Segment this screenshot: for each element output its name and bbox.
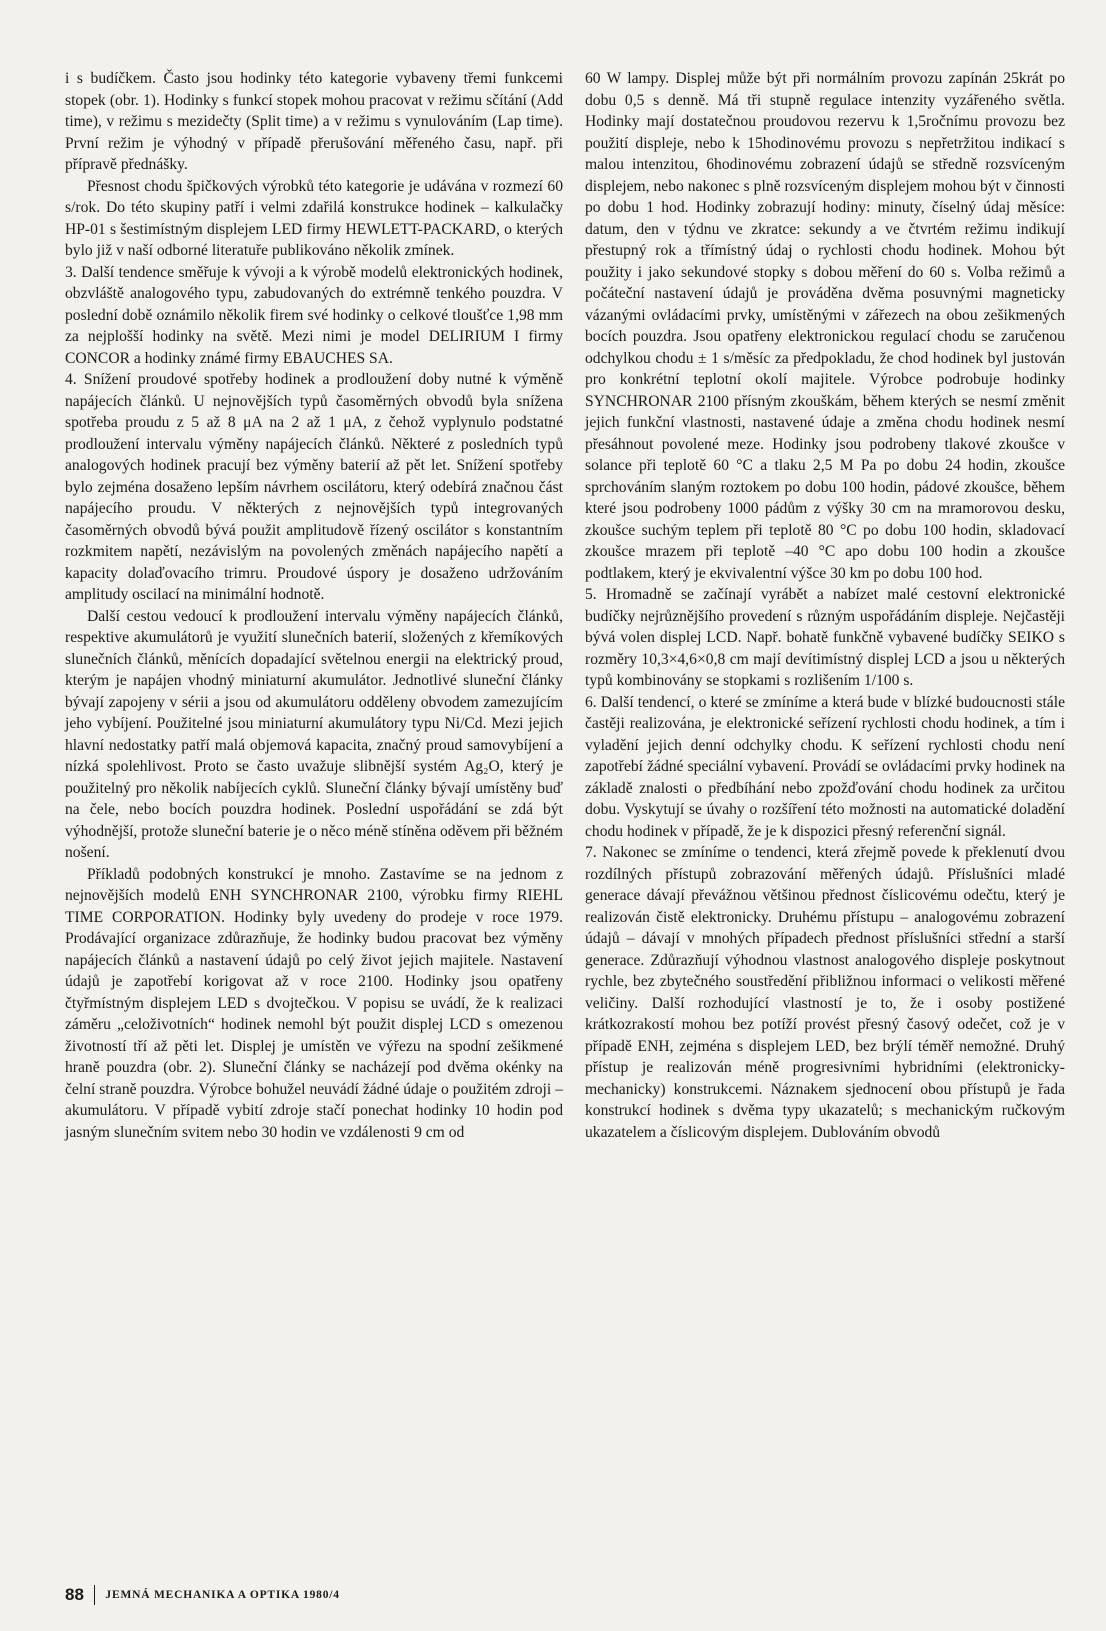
paragraph: 60 W lampy. Displej může být při normálním provozu zapínán 25krát po dobu 0,5 s denně. Má tři stupně regulace intenzity vyzářeného světla. Hodinky mají dostatečnou proudovou rezervu k 1,5ročnímu provozu bez použití displeje, nebo k 15hodinovému provozu s nepřetržitou indikací s malou intenzitou, 6hodinovému zobrazení údajů se středně rozsvíceným displejem, nebo nakonec s plně rozsvíceným displejem mohou být v činnosti po dobu 1 hod. Hodinky zobrazují hodiny: minuty, číselný údaj měsíce: datum, den v týdnu ve zkratce: sekundy a ve čtvrtém režimu indikují přestupný rok a třímístný údaj o rychlosti chodu hodinek. Mohou být použity i jako sekundové stopky s dobou měření do 60 s. Volba režimů a počáteční nastavení údajů je prováděna dvěma posuvnými magneticky vázanými ovládacími prvky, umístěnými v zářezech na obou zešikmených bocích pouzdra. Jsou opatřeny elektronickou regulací chodu se zaručenou odchylkou chodu ± 1 s/měsíc za předpokladu, že chod hodinek byl justován pro konkrétní teplotní okolí majitele. Výrobce podrobuje hodinky SYNCHRONAR 2100 přísným zkouškám, během kterých se nesmí změnit jejich funkční vlastnosti, nastavené údaje a změna chodu hodinek nesmí přesáhnout povolené meze. Hodinky jsou podrobeny tlakové zkoušce v solance při teplotě 60 °C a tlaku 2,5 M Pa po dobu 24 hodin, zkoušce sprchováním slaným roztokem po dobu 100 hodin, pádové zkoušce, během které jsou podrobeny 1000 pádům z výšky 30 cm na mramorovou desku, zkoušce suchým teplem při teplotě 80 °C po dobu 100 hodin, skladovací zkoušce mrazem při teplotě –40 °C apo dobu 100 hodin a zkoušce podtlakem, který je ekvivalentní výšce 30 km po dobu 100 hod. — [585, 70, 1065, 582]
journal-title: JEMNÁ MECHANIKA A OPTIKA 1980/4 — [105, 1589, 340, 1601]
paragraph: 3. Další tendence směřuje k vývoji a k výrobě modelů elektronických hodinek, obzvláště analogového typu, zabudovaných do extrémně tenkého pouzdra. V poslední době oznámilo několik firem své hodinky o celkové tloušťce 1,98 mm za nejplošší hodinky na světě. Mezi nimi je model DELIRIUM I firmy CONCOR a hodinky známé firmy EBAUCHES SA. — [65, 263, 563, 367]
paragraph: 7. Nakonec se zmíníme o tendenci, která zřejmě povede k překlenutí dvou rozdílných přístupů zobrazování měřených údajů. Příslušníci mladé generace dávají převážnou většinou přednost číslicovému odečtu, který je realizován čistě elektronicky. Druhému přístupu – analogovému zobrazení údajů – dávají v mnohých případech přednost příslušníci střední a starší generace. Zdůrazňují výhodnou vlastnost analogového displeje poskytnout rychle, bez zbytečného soustředění přibližnou informaci o velikosti měřené veličiny. Další rozhodující vlastností je to, že i osoby postižené krátkozrakostí mohou bez potíží provést přesný časový odečet, což je v případě ENH, zejména s displejem LED, bez brýlí téměř nemožné. Druhý přístup je realizován méně progresivními hybridními (elektronicky-mechanicky) konstrukcemi. Náznakem sjednocení obou přístupů je řada konstrukcí hodinek s dvěma typy ukazatelů; s mechanickým ručkovým ukazatelem a číslicovým displejem. Dublováním obvodů — [585, 844, 1065, 1141]
page-footer — [65, 1585, 340, 1605]
footer-divider — [94, 1585, 96, 1605]
paragraph: 6. Další tendencí, o které se zmíníme a která bude v blízké budoucnosti stále častěji realizována, je elektronické seřízení rychlosti chodu hodinek, a tím i vyladění jejich denní odchylky chodu. K seřízení rychlosti chodu není zapotřebí žádné speciální vybavení. Provádí se ovládacími prvky hodinek na základě znalosti o předbíhání nebo zpožďování chodu hodinek za určitou dobu. Vyskytují se úvahy o rozšíření této možnosti na automatické doladění chodu hodinek v případě, že je k dispozici přesný referenční signál. — [585, 693, 1065, 840]
paragraph: i s budíčkem. Často jsou hodinky této kategorie vybaveny třemi funkcemi stopek (obr. 1). Hodinky s funkcí stopek mohou pracovat v režimu sčítání (Add time), v režimu s mezidečty (Split time) a v režimu s vynulováním (Lap time). První režim je výhodný v případě přerušování měřeného času, např. při přípravě přednášky. — [65, 70, 563, 173]
paragraph: Příkladů podobných konstrukcí je mnoho. Zastavíme se na jednom z nejnovějších modelů ENH SYNCHRONAR 2100, výrobku firmy RIEHL TIME CORPORATION. Hodinky byly uvedeny do prodeje v roce 1979. Prodávající organizace zdůrazňuje, že hodinky budou pracovat bez výměny napájecích článků a nastavení údajů po celý život jejich majitele. Nastavení údajů je zapotřebí korigovat až v roce 2100. Hodinky jsou opatřeny čtyřmístným displejem LED s dvojtečkou. V popisu se uvádí, že k realizaci záměru „celoživotních“ hodinek nemohl být použit displej LCD s omezenou životností tří až pěti let. Displej je umístěn ve výřezu na spodní zešikmené hraně pouzdra (obr. 2). Sluneční články se nacházejí pod dvěma okénky na čelní straně pouzdra. Výrobce bohužel neuvádí žádné údaje o použitém zdroji – akumulátoru. V případě vybití zdroje stačí ponechat hodinky 10 hodin pod jasným slunečním svitem nebo 30 hodin ve vzdálenosti 9 cm od — [65, 865, 563, 1141]
right-column — [585, 68, 1065, 1143]
paragraph: 5. Hromadně se začínají vyrábět a nabízet malé cestovní elektronické budíčky nejrůznějšího provedení s různým uspořádáním displeje. Nejčastěji bývá volen displej LCD. Např. bohatě funkčně vybavené budíčky SEIKO s rozměry 10,3×4,6×0,8 cm mají devítimístný displej LCD a jsou u některých typů kombinovány se stopkami s rozlišením 1/100 s. — [585, 586, 1065, 689]
paragraph: Další cestou vedoucí k prodloužení intervalu výměny napájecích článků, respektive akumulátorů je využití slunečních baterií, složených z křemíkových slunečních článků, měnících dopadající světelnou energii na elektrický proud, kterým je napájen vhodný miniaturní akumulátor. Jednotlivé sluneční články bývají zapojeny v sérii a jsou od akumulátoru odděleny obvodem zamezujícím jeho vybíjení. Použitelné jsou miniaturní akumulátory typu Ni/Cd. Mezi jejich hlavní nedostatky patří malá objemová kapacita, značný proud samovybíjení a nízká spolehlivost. Proto se často uvažuje slibnější systém Ag₂O, který je použitelný pro několik nabíjecích cyklů. Sluneční články bývají umístěny buď na čele, nebo bocích pouzdra hodinek. Poslední uspořádání se zdá být výhodnější, protože sluneční baterie je o něco méně stíněna oděvem při běžném nošení. — [65, 607, 563, 861]
paragraph: 4. Snížení proudové spotřeby hodinek a prodloužení doby nutné k výměně napájecích článků. U nejnovějších typů časoměrných obvodů byla snížena spotřeba proudu z 5 až 8 μA na 2 až 1 μA, z čehož vyplynulo podstatné prodloužení intervalu výměny napájecích článků. Některé z posledních typů analogových hodinek pracují bez výměny baterií až pět let. Snížení spotřeby bylo zejména dosaženo lepším návrhem oscilátoru, který odebírá značnou část napájecího proudu. V některých z nejnovějších typů integrovaných časoměrných obvodů bývá použit amplitudově řízený oscilátor s konstantním rozkmitem napětí, nezávislým na povolených změnách napájecího napětí a kapacity dolaďovacího trimru. Proudové úspory je dosaženo udržováním amplitudy oscilací na minimální hodnotě. — [65, 371, 563, 603]
page-number: 88 — [65, 1585, 84, 1604]
paragraph: Přesnost chodu špičkových výrobků této kategorie je udávána v rozmezí 60 s/rok. Do této skupiny patří i velmi zdařilá konstrukce hodinek – kalkulačky HP-01 s šestimístným displejem LED firmy HEWLETT-PACKARD, o kterých bylo již v naší odborné literatuře publikováno několik zmínek. — [65, 177, 563, 259]
left-column — [65, 68, 563, 1143]
